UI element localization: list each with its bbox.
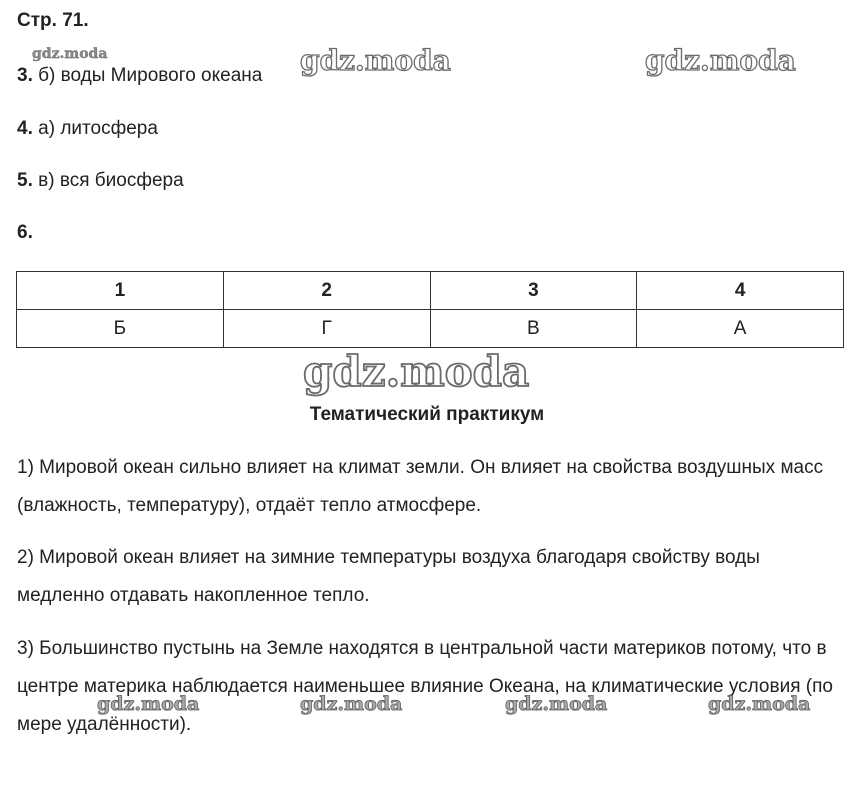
table-cell: А [637, 310, 844, 348]
watermark-top-center: gdz.moda [300, 44, 451, 77]
answer-5 [17, 170, 184, 192]
watermark-top-right: gdz.moda [645, 44, 796, 77]
watermark-bottom-1: gdz.moda [97, 693, 200, 715]
answer-table [16, 271, 844, 348]
table-header-cell: 3 [430, 272, 637, 310]
paragraph-2: 2) Мировой океан влияет на зимние температуры воздуха благодаря свойству воды медленно отдавать накопленное тепло. [17, 547, 760, 606]
answer-text: а) литосфера [38, 118, 158, 139]
answer-number: 5. [17, 170, 33, 191]
answer-text: б) воды Мирового океана [38, 65, 263, 86]
section-title: Тематический практикум [309, 404, 545, 425]
paragraph-3: 3) Большинство пустынь на Земле находятся в центральной части материков потому, что в центре материка наблюдается наименьшее влияние Океана, на климатические условия (по мере удалённости). [17, 638, 833, 735]
table-cell: В [430, 310, 637, 348]
answer-3 [17, 65, 262, 87]
page-title: Стр. 71. [17, 10, 89, 31]
watermark-bottom-4: gdz.moda [708, 693, 811, 715]
paragraph-1: 1) Мировой океан сильно влияет на климат земли. Он влияет на свойства воздушных масс (влажность, температуру), отдаёт тепло атмосфере. [17, 457, 824, 516]
answer-6 [17, 222, 33, 244]
answer-text: в) вся биосфера [38, 170, 184, 191]
answer-number: 3. [17, 65, 33, 86]
table-header-cell: 2 [223, 272, 430, 310]
table-cell: Г [223, 310, 430, 348]
watermark-bottom-3: gdz.moda [505, 693, 608, 715]
table-cell: Б [17, 310, 224, 348]
table-header-row [17, 272, 844, 310]
table-header-cell: 4 [637, 272, 844, 310]
answer-4 [17, 118, 158, 140]
watermark-center: gdz.moda [303, 347, 530, 396]
table-header-cell: 1 [17, 272, 224, 310]
answer-number: 4. [17, 118, 33, 139]
watermark-small-top: gdz.moda [32, 46, 108, 62]
table-row [17, 310, 844, 348]
watermark-bottom-2: gdz.moda [300, 693, 403, 715]
answer-number: 6. [17, 222, 33, 243]
